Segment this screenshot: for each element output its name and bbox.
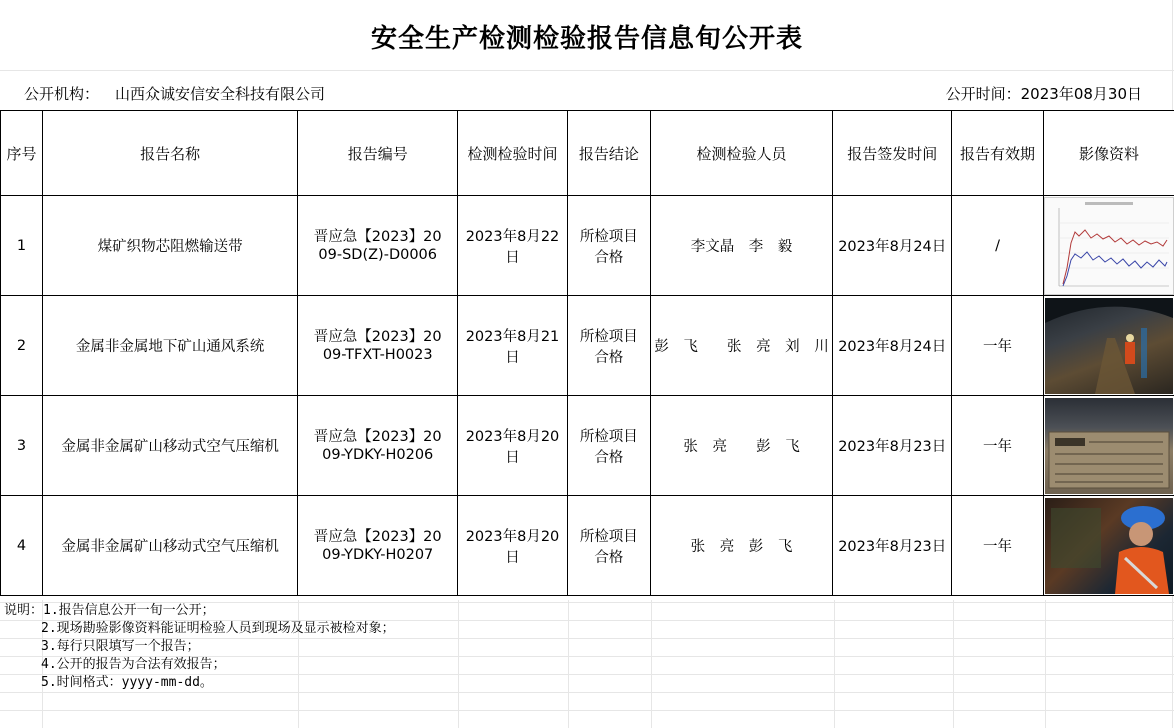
cell-conclusion[interactable]: [567, 196, 650, 296]
nameplate-svg: [1045, 398, 1173, 494]
cell-validity[interactable]: /: [952, 196, 1044, 296]
cell-validity[interactable]: 一年: [952, 496, 1044, 596]
notes-label: 说明：: [4, 603, 44, 618]
cell-validity[interactable]: 一年: [952, 296, 1044, 396]
conclusion-line-1: 所检项目: [579, 528, 638, 545]
cell-issue-date[interactable]: 2023年8月24日: [833, 196, 952, 296]
code-line-1: 晋应急【2023】20: [313, 428, 442, 445]
cell-persons[interactable]: 张 亮 彭 飞: [650, 396, 833, 496]
agency-info: [24, 83, 325, 104]
conclusion-line-1: 所检项目: [579, 228, 638, 245]
code-line-1: 晋应急【2023】20: [313, 528, 442, 545]
cell-code[interactable]: [298, 296, 458, 396]
conclusion-line-2: 合格: [594, 549, 624, 566]
header-cell-code[interactable]: 报告编号: [298, 111, 458, 196]
cell-issue-date[interactable]: 2023年8月23日: [833, 396, 952, 496]
worker-svg: [1045, 498, 1173, 594]
table-header-row: [1, 111, 1174, 196]
cell-issue-date[interactable]: 2023年8月24日: [833, 296, 952, 396]
cell-persons[interactable]: 彭 飞 张 亮 刘 川: [650, 296, 833, 396]
cell-code[interactable]: [298, 396, 458, 496]
note-item: 5.时间格式：yyyy-mm-dd。: [41, 675, 213, 690]
cell-issue-date[interactable]: 2023年8月23日: [833, 496, 952, 596]
cell-validity[interactable]: 一年: [952, 396, 1044, 496]
nameplate-photo[interactable]: [1045, 398, 1173, 494]
mine-tunnel-photo[interactable]: [1045, 298, 1173, 394]
cell-persons[interactable]: 李文晶 李 毅: [650, 196, 833, 296]
cell-code[interactable]: [298, 196, 458, 296]
worker-photo[interactable]: [1045, 498, 1173, 594]
chart-thumbnail-svg: [1045, 198, 1173, 294]
cell-no[interactable]: 1: [1, 196, 43, 296]
cell-test-date[interactable]: 2023年8月21日: [458, 296, 568, 396]
header-cell-validity[interactable]: 报告有效期: [952, 111, 1044, 196]
table-row: [1, 196, 1174, 296]
header-cell-images[interactable]: 影像资料: [1043, 111, 1174, 196]
mine-tunnel-svg: [1045, 298, 1173, 394]
agency-name: 山西众诚安信安全科技有限公司: [115, 85, 326, 103]
chart-image[interactable]: [1044, 197, 1174, 295]
header-cell-issue-date[interactable]: 报告签发时间: [833, 111, 952, 196]
conclusion-line-1: 所检项目: [579, 328, 638, 345]
note-item: 4.公开的报告为合法有效报告；: [41, 657, 226, 672]
cell-image[interactable]: [1043, 296, 1174, 396]
cell-test-date[interactable]: 2023年8月20日: [458, 496, 568, 596]
conclusion-line-2: 合格: [594, 349, 624, 366]
note-item: 2.现场勘验影像资料能证明检验人员到现场及显示被检对象；: [41, 621, 395, 636]
cell-image[interactable]: [1043, 196, 1174, 296]
header-cell-persons[interactable]: 检测检验人员: [650, 111, 833, 196]
header-cell-no[interactable]: 序号: [1, 111, 43, 196]
code-line-2: 09-TFXT-H0023: [322, 346, 433, 363]
cell-code[interactable]: [298, 496, 458, 596]
note-item: 3.每行只限填写一个报告；: [41, 639, 200, 654]
cell-name[interactable]: 金属非金属矿山移动式空气压缩机: [42, 396, 297, 496]
note-item: 1.报告信息公开一旬一公开；: [43, 603, 215, 618]
cell-name[interactable]: 金属非金属矿山移动式空气压缩机: [42, 496, 297, 596]
cell-image[interactable]: [1043, 496, 1174, 596]
agency-label: 公开机构：: [24, 85, 100, 103]
publish-time-label: 公开时间：: [945, 85, 1021, 103]
code-line-1: 晋应急【2023】20: [313, 228, 442, 245]
cell-test-date[interactable]: 2023年8月20日: [458, 396, 568, 496]
cell-no[interactable]: 3: [1, 396, 43, 496]
publish-time-info: [946, 83, 1142, 104]
cell-image[interactable]: [1043, 396, 1174, 496]
cell-no[interactable]: 4: [1, 496, 43, 596]
cell-conclusion[interactable]: [567, 396, 650, 496]
report-table: [0, 110, 1174, 596]
cell-name[interactable]: 煤矿织物芯阻燃输送带: [42, 196, 297, 296]
table-row: [1, 396, 1174, 496]
publish-time-value: 2023年08月30日: [1020, 85, 1142, 103]
code-line-1: 晋应急【2023】20: [313, 328, 442, 345]
header-cell-conclusion[interactable]: 报告结论: [567, 111, 650, 196]
cell-conclusion[interactable]: [567, 496, 650, 596]
table-row: [1, 296, 1174, 396]
cell-name[interactable]: 金属非金属地下矿山通风系统: [42, 296, 297, 396]
page-title: 安全生产检测检验报告信息旬公开表: [370, 24, 803, 54]
cell-test-date[interactable]: 2023年8月22日: [458, 196, 568, 296]
table-row: [1, 496, 1174, 596]
notes-section: [4, 602, 395, 692]
cell-conclusion[interactable]: [567, 296, 650, 396]
code-line-2: 09-YDKY-H0207: [322, 546, 434, 563]
header-cell-name[interactable]: 报告名称: [42, 111, 297, 196]
cell-no[interactable]: 2: [1, 296, 43, 396]
code-line-2: 09-YDKY-H0206: [322, 446, 434, 463]
conclusion-line-2: 合格: [594, 249, 624, 266]
cell-persons[interactable]: 张 亮 彭 飞: [650, 496, 833, 596]
conclusion-line-1: 所检项目: [579, 428, 638, 445]
conclusion-line-2: 合格: [594, 449, 624, 466]
code-line-2: 09-SD(Z)-D0006: [318, 246, 438, 263]
header-cell-test-date[interactable]: 检测检验时间: [458, 111, 568, 196]
